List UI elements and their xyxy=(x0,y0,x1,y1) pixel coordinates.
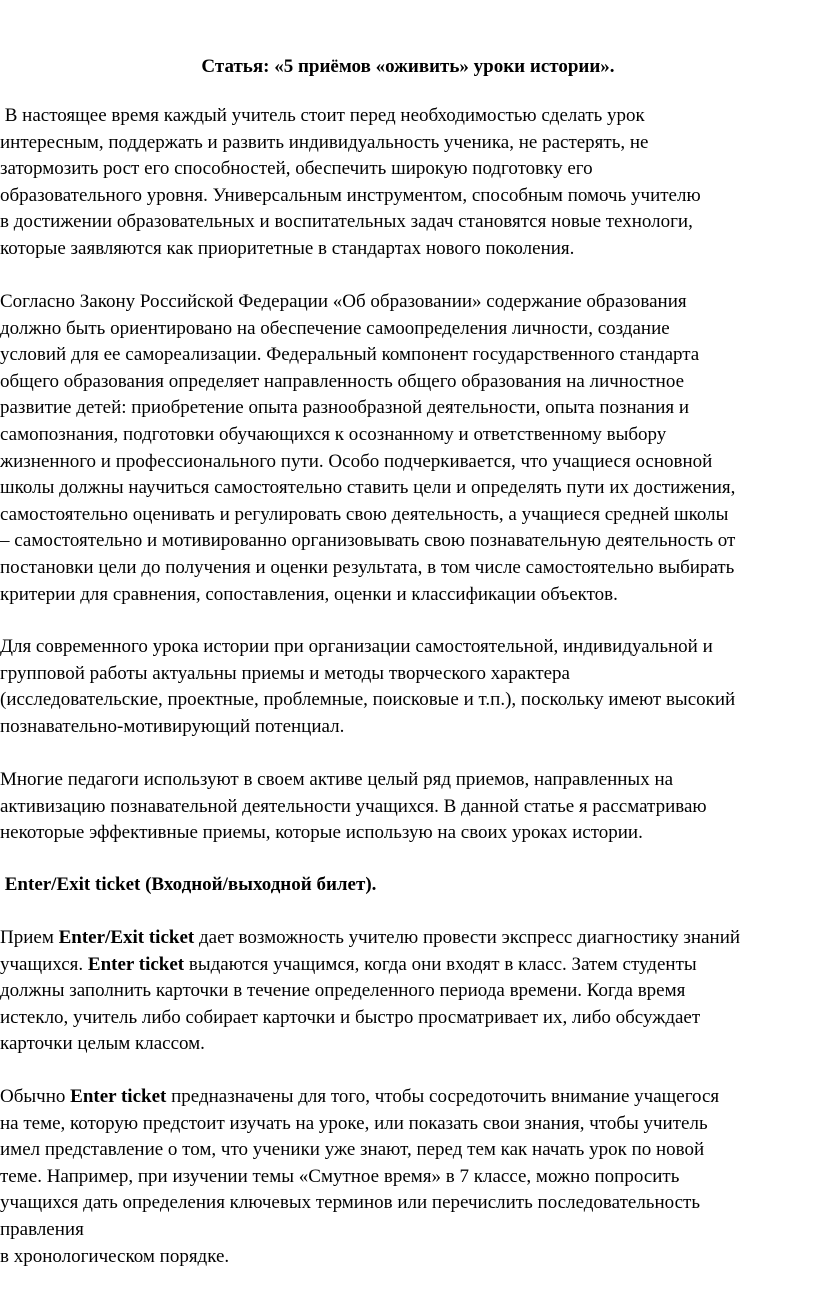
text-line: самопознания, подготовки обучающихся к осознанному и ответственному выбору xyxy=(0,423,667,445)
paragraph-law xyxy=(0,289,816,608)
text-line xyxy=(0,1084,816,1111)
article-title: Статья: «5 приёмов «оживить» уроки истории». xyxy=(201,56,615,77)
text-line: имел представление о том, что ученики уже знают, перед тем как начать урок по новой xyxy=(0,1139,705,1161)
text-run: учащихся. xyxy=(0,953,88,975)
text-line: в достижении образовательных и воспитательных задач становятся новые технологи, xyxy=(0,211,693,233)
text-run: Обычно xyxy=(0,1086,71,1107)
paragraph-enter-ticket-purpose xyxy=(0,1084,816,1270)
text-line: правления xyxy=(0,1218,84,1240)
paragraph-methods xyxy=(0,634,816,740)
text-line: должны заполнить карточки в течение определенного периода времени. Когда время xyxy=(0,980,686,1002)
text-line: общего образования определяет направленность общего образования на личностное xyxy=(0,370,685,392)
text-line: Согласно Закону Российской Федерации «Об образовании» содержание образования xyxy=(0,291,687,312)
bold-term: Enter/Exit ticket xyxy=(58,927,195,948)
paragraph-intro xyxy=(0,103,816,263)
text-line: активизацию познавательной деятельности учащихся. В данной статье я рассматриваю xyxy=(0,795,707,817)
text-line: постановки цели до получения и оценки результата, в том числе самостоятельно выбирать xyxy=(0,556,735,578)
text-line: некоторые эффективные приемы, которые использую на своих уроках истории. xyxy=(0,822,643,844)
text-line: самостоятельно оценивать и регулировать свою деятельность, а учащиеся средней школы xyxy=(0,503,729,525)
paragraph-techniques xyxy=(0,767,816,847)
text-run: предназначены для того, чтобы сосредоточить внимание учащегося xyxy=(166,1086,720,1107)
text-line xyxy=(0,925,816,952)
text-line: Для современного урока истории при организации самостоятельной, индивидуальной и xyxy=(0,636,713,657)
text-line: Многие педагоги используют в своем активе целый ряд приемов, направленных на xyxy=(0,769,674,790)
text-line: образовательного уровня. Универсальным инструментом, способным помочь учителю xyxy=(0,184,701,206)
text-line: познавательно-мотивирующий потенциал. xyxy=(0,715,345,737)
text-line: учащихся дать определения ключевых терминов или перечислить последовательность xyxy=(0,1192,701,1214)
text-line: карточки целым классом. xyxy=(0,1033,205,1055)
bold-term: Enter ticket xyxy=(87,953,185,975)
text-line: критерии для сравнения, сопоставления, оценки и классификации объектов. xyxy=(0,583,618,605)
text-line: – самостоятельно и мотивированно организовывать свою познавательную деятельность от xyxy=(0,530,736,552)
text-line: жизненного и профессионального пути. Особо подчеркивается, что учащиеся основной xyxy=(0,450,713,472)
text-line: В настоящее время каждый учитель стоит перед необходимостью сделать урок xyxy=(0,105,645,126)
text-run: дает возможность учителю провести экспресс диагностику знаний xyxy=(194,927,741,948)
text-line: условий для ее самореализации. Федеральный компонент государственного стандарта xyxy=(0,344,700,366)
paragraph-enter-exit-ticket xyxy=(0,925,816,1058)
text-line: на теме, которую предстоит изучать на уроке, или показать свои знания, чтобы учитель xyxy=(0,1112,708,1134)
text-line: интересным, поддержать и развить индивидуальность ученика, не растерять, не xyxy=(0,131,649,153)
text-line: развитие детей: приобретение опыта разнообразной деятельности, опыта познания и xyxy=(0,397,690,419)
text-line: истекло, учитель либо собирает карточки и быстро просматривает их, либо обсуждает xyxy=(0,1006,701,1028)
text-run: Прием xyxy=(0,927,59,948)
text-line: в хронологическом порядке. xyxy=(0,1245,230,1267)
text-line: затормозить рост его способностей, обеспечить широкую подготовку его xyxy=(0,158,593,180)
text-run: выдаются учащимся, когда они входят в класс. Затем студенты xyxy=(184,953,697,975)
text-line: которые заявляются как приоритетные в стандартах нового поколения. xyxy=(0,237,575,259)
text-line: групповой работы актуальны приемы и методы творческого характера xyxy=(0,662,570,684)
text-line: должно быть ориентировано на обеспечение самоопределения личности, создание xyxy=(0,317,670,339)
section-heading-enter-exit-ticket: Enter/Exit ticket (Входной/выходной билет). xyxy=(0,874,377,895)
text-line: теме. Например, при изучении темы «Смутное время» в 7 классе, можно попросить xyxy=(0,1165,680,1187)
text-line: (исследовательские, проектные, проблемные, поисковые и т.п.), поскольку имеют высокий xyxy=(0,689,736,711)
bold-term: Enter ticket xyxy=(70,1086,167,1107)
text-line: школы должны научиться самостоятельно ставить цели и определять пути их достижения, xyxy=(0,477,736,499)
text-line xyxy=(0,952,816,979)
